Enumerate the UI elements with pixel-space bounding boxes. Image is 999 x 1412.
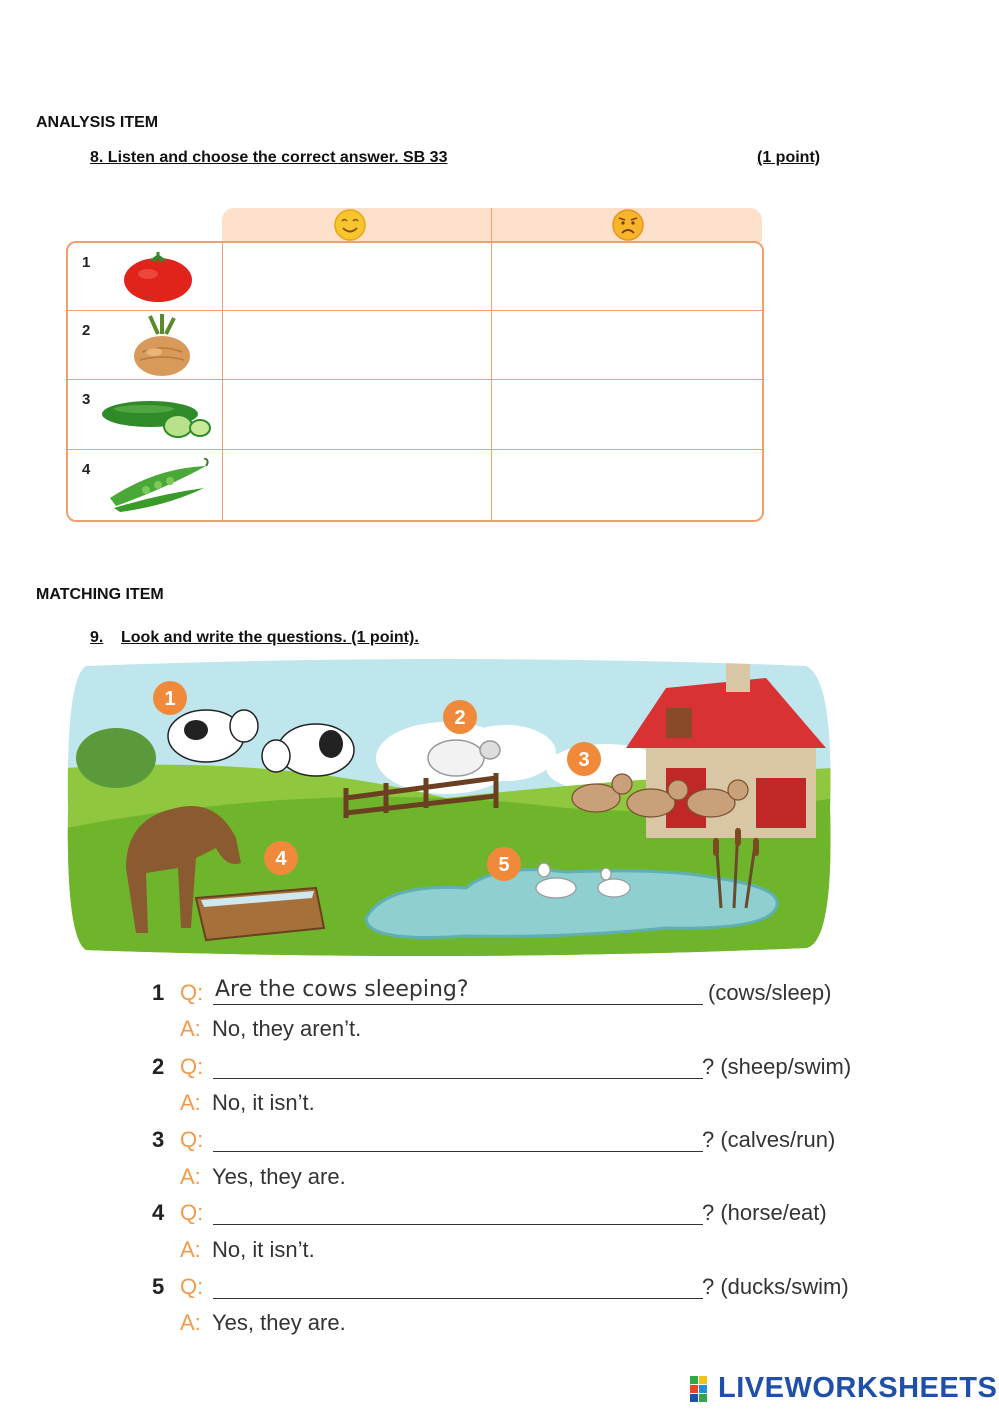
q-label: Q: [180, 1274, 204, 1299]
answer-field-5[interactable] [213, 1298, 703, 1299]
vegetable-answer-table [66, 208, 762, 520]
row-number: 3 [82, 391, 91, 408]
hint-3: ? (calves/run) [702, 1127, 836, 1152]
answer-text-1: No, they aren’t. [212, 1016, 362, 1041]
a-label: A: [180, 1237, 201, 1262]
answer-text-5: Yes, they are. [212, 1310, 346, 1335]
row-number: 4 [82, 461, 91, 478]
row-number: 1 [82, 254, 91, 271]
happy-face-icon [333, 208, 367, 242]
tomato-icon [120, 248, 196, 304]
qa-number: 2 [152, 1054, 165, 1079]
q-label: Q: [180, 1200, 204, 1225]
hint-1: (cows/sleep) [708, 980, 832, 1005]
scene-label-2: 2 [454, 707, 466, 729]
farm-scene-illustration [66, 658, 834, 956]
qa-number: 5 [152, 1274, 165, 1299]
qa-number: 1 [152, 980, 165, 1005]
answer-field-1[interactable]: Are the cows sleeping? [215, 977, 469, 1002]
answer-field-2[interactable] [213, 1078, 703, 1079]
a-label: A: [180, 1310, 201, 1335]
a-label: A: [180, 1090, 201, 1115]
analysis-heading: ANALYSIS ITEM [36, 114, 159, 131]
qa-number: 4 [152, 1200, 165, 1225]
question-9-number: 9. [90, 629, 104, 646]
logo-blocks-icon [690, 1376, 716, 1402]
cucumber-icon [100, 394, 214, 440]
a-label: A: [180, 1016, 201, 1041]
hint-5: ? (ducks/swim) [702, 1274, 849, 1299]
logo-text: LIVEWORKSHEETS [718, 1372, 998, 1404]
row-number: 2 [82, 322, 91, 339]
question-9-title: Look and write the questions. (1 point). [121, 629, 419, 646]
scene-label-3: 3 [578, 749, 590, 771]
q-label: Q: [180, 980, 204, 1005]
a-label: A: [180, 1164, 201, 1189]
answer-field-4[interactable] [213, 1224, 703, 1225]
scene-label-5: 5 [498, 854, 510, 876]
scene-label-4: 4 [275, 848, 287, 870]
scene-label-1: 1 [164, 688, 176, 710]
q-label: Q: [180, 1054, 204, 1079]
sad-face-icon [611, 208, 645, 242]
onion-icon [128, 312, 198, 378]
question-8-points: (1 point) [757, 149, 821, 166]
answer-text-4: No, it isn’t. [212, 1237, 315, 1262]
qa-number: 3 [152, 1127, 165, 1152]
hint-4: ? (horse/eat) [702, 1200, 827, 1225]
answer-text-2: No, it isn’t. [212, 1090, 315, 1115]
liveworksheets-logo [690, 1372, 998, 1404]
q-label: Q: [180, 1127, 204, 1152]
question-8-title: 8. Listen and choose the correct answer. SB 33 [90, 149, 448, 166]
hint-2: ? (sheep/swim) [702, 1054, 852, 1079]
peas-icon [106, 458, 212, 514]
table-header-band [222, 208, 762, 242]
answer-text-3: Yes, they are. [212, 1164, 346, 1189]
matching-heading: MATCHING ITEM [36, 586, 164, 603]
answer-field-3[interactable] [213, 1151, 703, 1152]
